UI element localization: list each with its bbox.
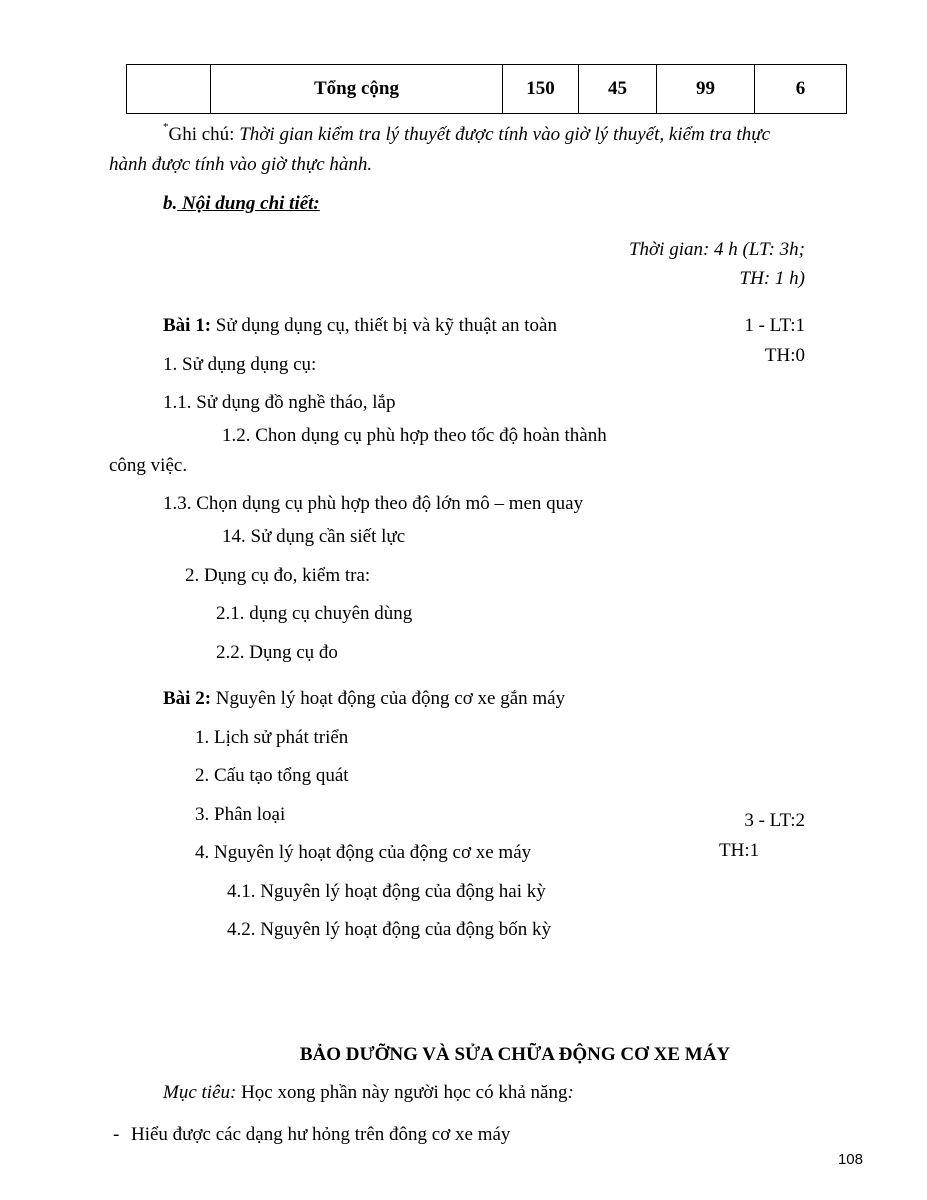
- table-cell-total-label: Tổng cộng: [211, 65, 503, 114]
- lesson-1-item: 14. Sử dụng cần siết lực: [222, 526, 406, 547]
- note-text-1: Thời gian kiểm tra lý thuyết được tính vào giờ lý thuyết, kiểm tra thực: [239, 124, 771, 145]
- table-cell-practice-hours: 99: [657, 65, 755, 114]
- lesson-2-item: 2. Cấu tạo tổng quát: [195, 765, 349, 786]
- lesson-1-item: 1.2. Chon dụng cụ phù hợp theo tốc độ hoàn thành: [222, 425, 607, 446]
- lesson-2-time-2: TH:1: [719, 840, 760, 861]
- section-b-title: Nội dung chi tiết:: [177, 193, 320, 214]
- table-cell-total-hours: 150: [503, 65, 579, 114]
- bullet-text: Hiểu được các dạng hư hỏng trên đông cơ xe máy: [131, 1124, 511, 1145]
- objective-label: Mục tiêu:: [163, 1082, 237, 1103]
- table-row: [127, 65, 847, 114]
- lesson-1-title: [163, 315, 557, 338]
- lesson-2-item: 3. Phân loại: [195, 804, 286, 825]
- lesson-1-item: 1. Sử dụng dụng cụ:: [163, 354, 317, 375]
- section-b-heading: [163, 193, 320, 216]
- time-total-line-2: TH: 1 h): [739, 268, 805, 289]
- lesson-1-item: công việc.: [109, 455, 188, 476]
- note-line-2: hành được tính vào giờ thực hành.: [109, 154, 373, 175]
- lesson-1-time-2: TH:0: [764, 345, 805, 366]
- table-cell-theory-hours: 45: [579, 65, 657, 114]
- lesson-1-label: Bài 1:: [163, 315, 212, 336]
- lesson-1-time-1: 1 - LT:1: [744, 315, 805, 336]
- table-cell-test-hours: 6: [755, 65, 847, 114]
- lesson-1-item: 2.1. dụng cụ chuyên dùng: [216, 603, 413, 624]
- lesson-2-label: Bài 2:: [163, 688, 212, 709]
- lesson-2-name: Nguyên lý hoạt động của động cơ xe gắn máy: [211, 688, 566, 709]
- lesson-2-item: 4. Nguyên lý hoạt động của động cơ xe máy: [195, 842, 532, 863]
- lesson-1-item: 2.2. Dụng cụ đo: [216, 642, 338, 663]
- lesson-1-item: 1.3. Chọn dụng cụ phù hợp theo độ lớn mô – men quay: [163, 493, 584, 514]
- lesson-2-item: 4.1. Nguyên lý hoạt động của động hai kỳ: [227, 881, 546, 902]
- lesson-2-item: 1. Lịch sử phát triển: [195, 727, 349, 748]
- lesson-2-title: [163, 688, 565, 711]
- lesson-2-item: 4.2. Nguyên lý hoạt động của động bốn kỳ: [227, 919, 552, 940]
- note-line-1: [163, 121, 771, 147]
- objective-line: [163, 1082, 574, 1105]
- bullet-mark: -: [113, 1124, 120, 1145]
- lesson-2-time-1: 3 - LT:2: [744, 810, 805, 831]
- section-b-prefix: b.: [163, 193, 178, 214]
- lesson-1-item: 2. Dụng cụ đo, kiểm tra:: [185, 565, 371, 586]
- lesson-1-item: 1.1. Sử dụng đồ nghề tháo, lắp: [163, 392, 396, 413]
- lesson-1-name: Sử dụng dụng cụ, thiết bị và kỹ thuật an toàn: [211, 315, 557, 336]
- time-total-line-1: Thời gian: 4 h (LT: 3h;: [628, 239, 805, 260]
- objective-colon: :: [567, 1082, 574, 1103]
- section-heading: BẢO DƯỠNG VÀ SỬA CHỮA ĐỘNG CƠ XE MÁY: [299, 1044, 731, 1065]
- note-label: Ghi chú:: [168, 124, 240, 145]
- table-cell-blank: [127, 65, 211, 114]
- objective-text: Học xong phần này người học có khả năng: [236, 1082, 568, 1103]
- note-mark: *: [163, 121, 169, 133]
- summary-table: [126, 64, 847, 114]
- page-number: 108: [837, 1151, 863, 1168]
